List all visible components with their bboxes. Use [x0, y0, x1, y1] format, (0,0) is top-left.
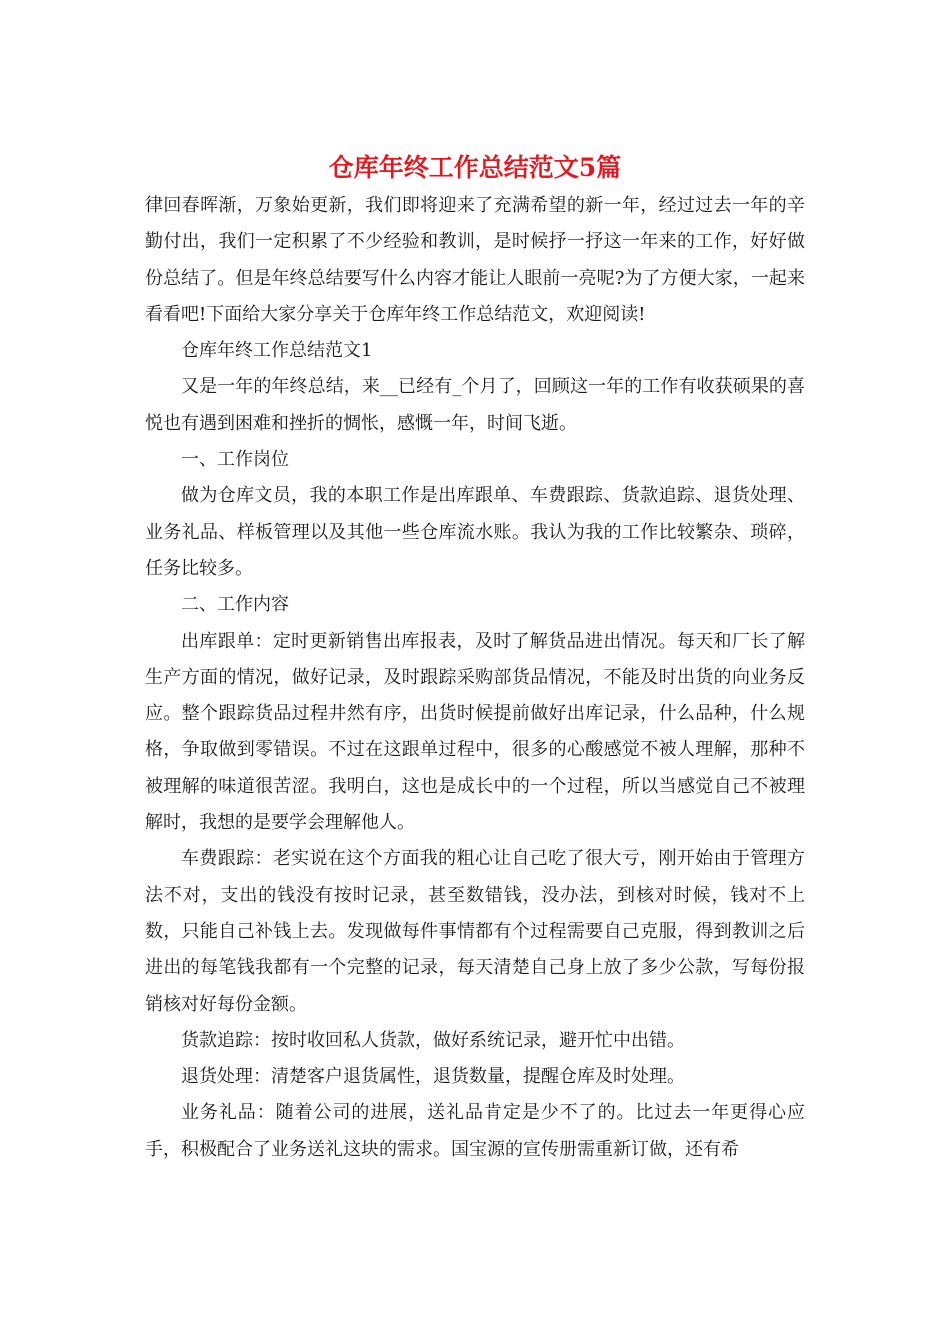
paragraph-payment-tracking: 货款追踪：按时收回私人货款，做好系统记录，避开忙中出错。 — [181, 1029, 685, 1051]
paragraph-freight-tracking: 车费跟踪：老实说在这个方面我的粗心让自己吃了很大亏，刚开始由于管理方法不对，支出的钱没有按时记录，甚至数错钱，没办法，到核对时候，钱对不上数，只能自己补钱上去。发现做每件事情都有个过程需要自己克服，得到教训之后进出的每笔钱我都有一个完整的记录，每天清楚自己身上放了多少公款，写每份报销核对好每份金额。 — [145, 848, 805, 1015]
paragraph-business-gifts: 业务礼品：随着公司的进展，送礼品肯定是少不了的。比过去一年更得心应手，积极配合了业务送礼这块的需求。国宝源的宣传册需重新订做，还有希 — [145, 1102, 805, 1160]
paragraph-job-position: 做为仓库文员，我的本职工作是出库跟单、车费跟踪、货款追踪、退货处理、业务礼品、样板管理以及其他一些仓库流水账。我认为我的工作比较繁杂、琐碎，任务比较多。 — [145, 485, 805, 579]
paragraph-opening: 又是一年的年终总结，来__已经有_个月了，回顾这一年的工作有收获硕果的喜悦也有遇到困难和挫折的惆怅，感慨一年，时间飞逝。 — [145, 376, 805, 434]
heading-work-content: 二、工作内容 — [181, 594, 289, 616]
paragraph-returns-handling: 退货处理：清楚客户退货属性，退货数量，提醒仓库及时处理。 — [181, 1066, 685, 1088]
section-heading-sample-1: 仓库年终工作总结范文1 — [181, 340, 373, 362]
paragraph-outbound-tracking: 出库跟单：定时更新销售出库报表，及时了解货品进出情况。每天和厂长了解生产方面的情况，做好记录，及时跟踪采购部货品情况，不能及时出货的向业务反应。整个跟踪货品过程井然有序，出货时候提前做好出库记录，什么品种，什么规格，争取做到零错误。不过在这跟单过程中，很多的心酸感觉不被人理解，那种不被理解的味道很苦涩。我明白，这也是成长中的一个过程，所以当感觉自己不被理解时，我想的是要学会理解他人。 — [145, 630, 805, 834]
document-title: 仓库年终工作总结范文5篇 — [328, 153, 622, 182]
intro-paragraph: 律回春晖渐，万象始更新，我们即将迎来了充满希望的新一年，经过过去一年的辛勤付出，我们一定积累了不少经验和教训，是时候抒一抒这一年来的工作，好好做份总结了。但是年终总结要写什么内容才能让人眼前一亮呢?为了方便大家，一起来看看吧!下面给大家分享关于仓库年终工作总结范文，欢迎阅读! — [145, 195, 805, 325]
document-body — [145, 188, 805, 1168]
heading-job-position: 一、工作岗位 — [181, 449, 289, 471]
